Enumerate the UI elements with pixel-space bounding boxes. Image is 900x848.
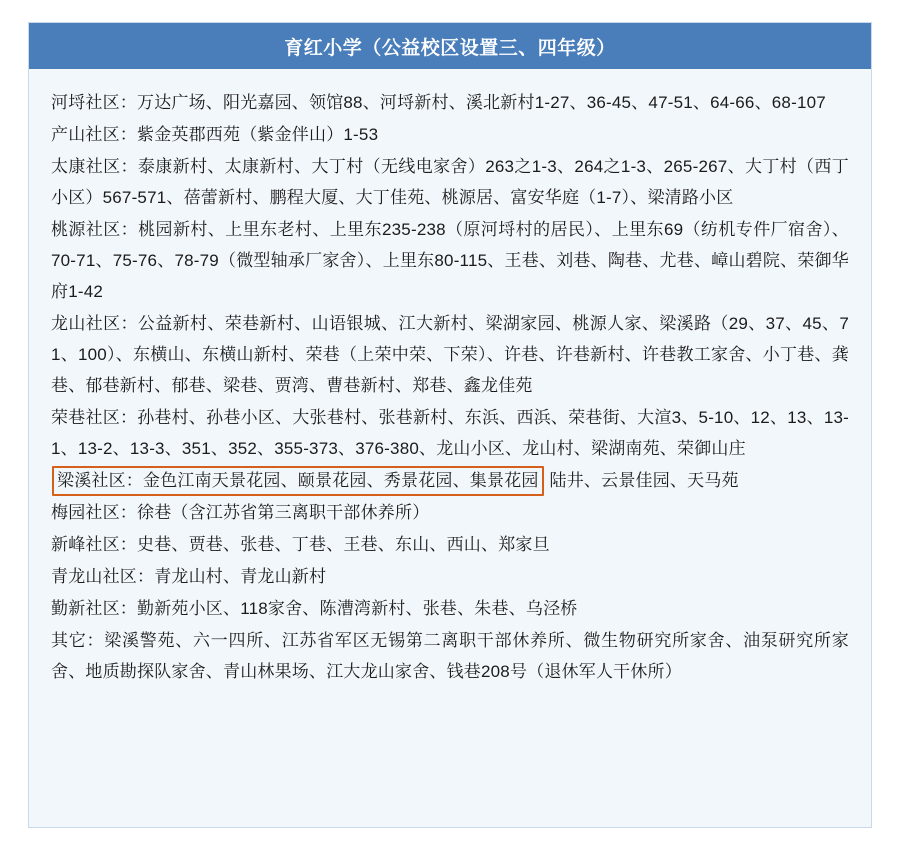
community-entry: 河埒社区：万达广场、阳光嘉园、领馆88、河埒新村、溪北新村1-27、36-45、47-51、64-66、68-107 (51, 93, 826, 112)
community-entry: 太康社区：泰康新村、太康新村、大丁村（无线电家舍）263之1-3、264之1-3、265-267、大丁村（西丁小区）567-571、蓓蕾新村、鹏程大厦、大丁佳苑、桃源居、富安华庭（1-7）、梁清路小区 (51, 157, 849, 207)
school-district-card (28, 22, 872, 828)
community-entry: 龙山社区：公益新村、荣巷新村、山语银城、江大新村、梁湖家园、桃源人家、梁溪路（29、37、45、71、100）、东横山、东横山新村、荣巷（上荣中荣、下荣）、许巷、许巷新村、许巷教工家舍、小丁巷、龚巷、郁巷新村、郁巷、梁巷、贾湾、曹巷新村、郑巷、鑫龙佳苑 (51, 314, 849, 395)
community-entry: 梅园社区：徐巷（含江苏省第三离职干部休养所） (51, 503, 430, 522)
community-entry: 其它：梁溪警苑、六一四所、江苏省军区无锡第二离职干部休养所、微生物研究所家舍、油泵研究所家舍、地质勘探队家舍、青山林果场、江大龙山家舍、钱巷208号（退休军人干休所） (51, 631, 849, 681)
community-entry-highlighted (51, 465, 849, 496)
community-entry: 产山社区：紫金英郡西苑（紫金伴山）1-53 (51, 125, 379, 144)
highlight-suffix-text: 陆井、云景佳园、天马苑 (544, 471, 739, 490)
highlight-box: 梁溪社区：金色江南天景花园、颐景花园、秀景花园、集景花园 (52, 466, 544, 496)
card-title: 育红小学（公益校区设置三、四年级） (29, 23, 871, 69)
community-entry: 桃源社区：桃园新村、上里东老村、上里东235-238（原河埒村的居民）、上里东69（纺机专件厂宿舍）、70-71、75-76、78-79（微型轴承厂家舍）、上里东80-115、王巷、刘巷、陶巷、尤巷、嶂山碧院、荣御华府1-42 (51, 220, 849, 301)
community-entry: 新峰社区：史巷、贾巷、张巷、丁巷、王巷、东山、西山、郑家旦 (51, 535, 550, 554)
community-entry: 青龙山社区：青龙山村、青龙山新村 (51, 567, 327, 586)
community-entry: 勤新社区：勤新苑小区、118家舍、陈漕湾新村、张巷、朱巷、乌泾桥 (51, 599, 578, 618)
community-entry: 荣巷社区：孙巷村、孙巷小区、大张巷村、张巷新村、东浜、西浜、荣巷街、大渲3、5-10、12、13、13-1、13-2、13-3、351、352、355-373、376-380、龙山小区、龙山村、梁湖南苑、荣御山庄 (51, 408, 849, 458)
card-body (29, 69, 871, 698)
